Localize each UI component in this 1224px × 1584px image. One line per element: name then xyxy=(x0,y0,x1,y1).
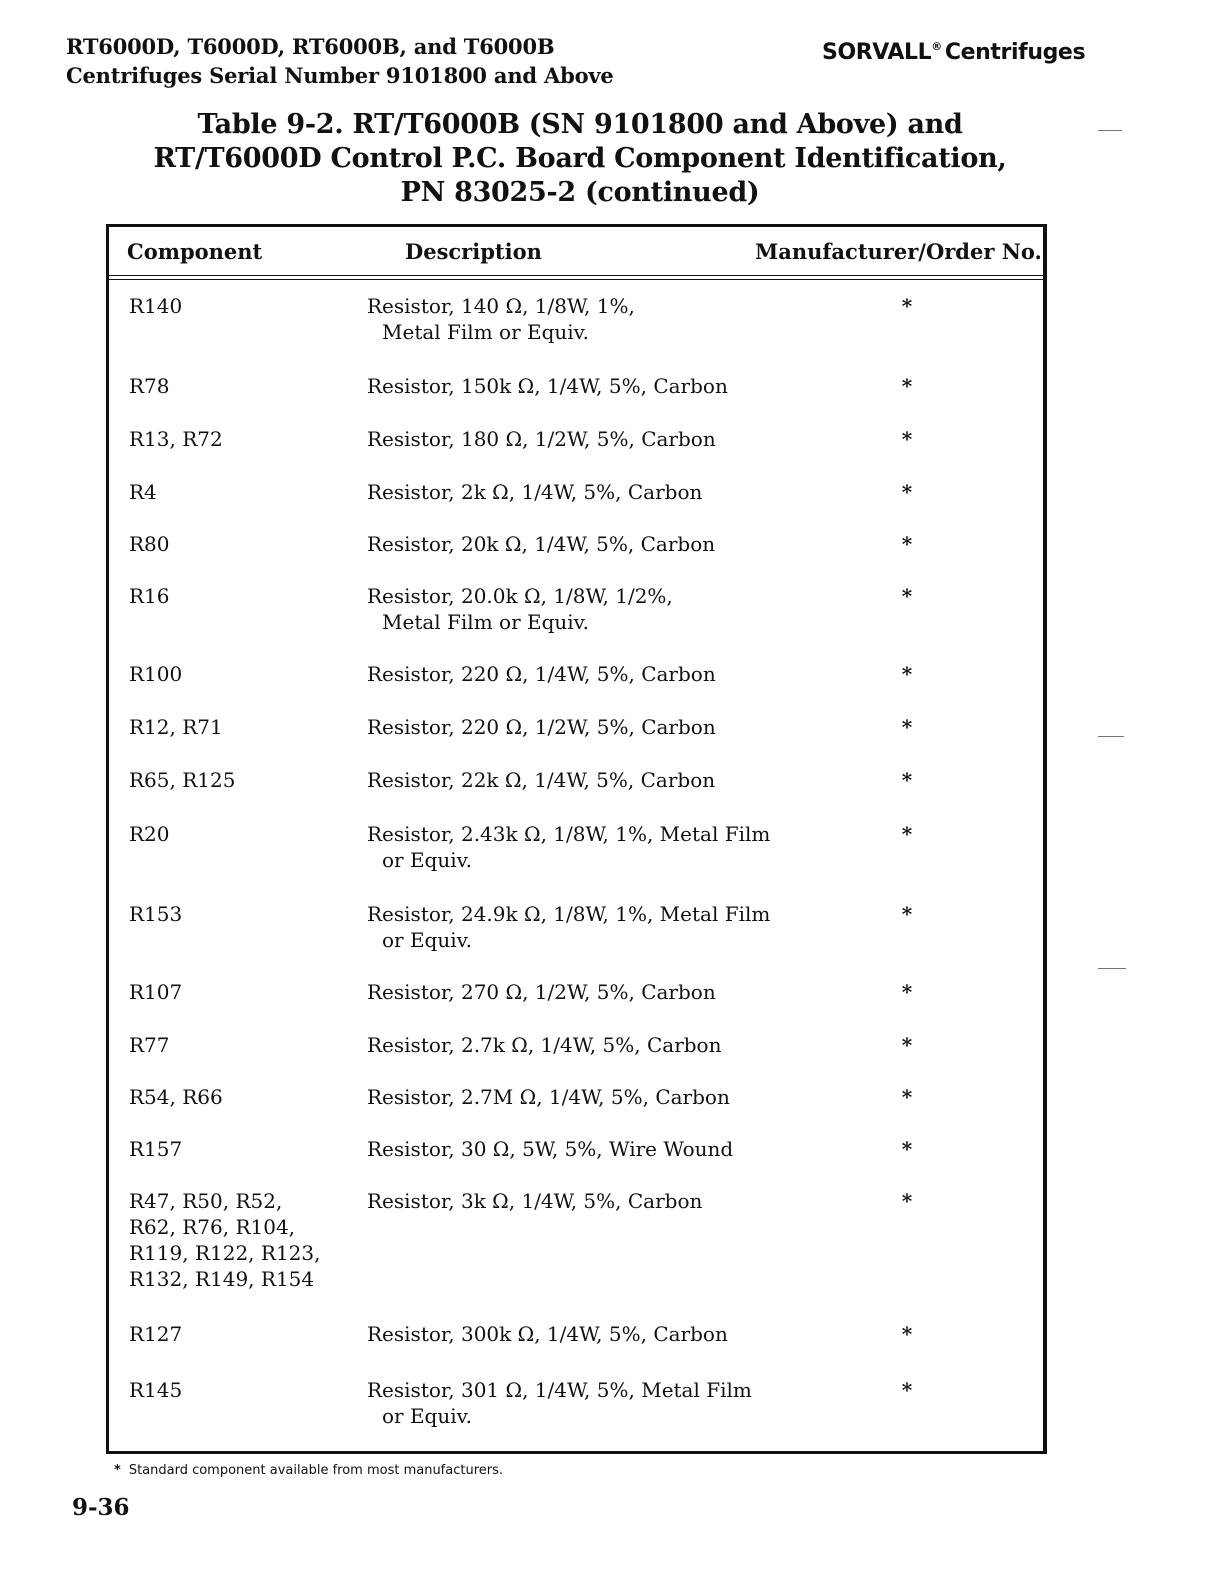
footnote-text: Standard component available from most manufacturers. xyxy=(128,1463,504,1478)
description-line: Resistor, 24.9k Ω, 1/8W, 1%, Metal Film xyxy=(367,902,771,926)
description-cell xyxy=(367,1136,867,1162)
manufacturer-cell: * xyxy=(901,294,913,318)
component-cell xyxy=(129,821,364,847)
description-line: Resistor, 140 Ω, 1/8W, 1%, xyxy=(367,294,635,318)
component-ref: R4 xyxy=(129,480,157,504)
header-serial-line: Centrifuges Serial Number 9101800 and Above xyxy=(66,63,614,88)
component-ref: R145 xyxy=(129,1378,183,1402)
description-cell xyxy=(367,901,867,953)
component-cell xyxy=(129,714,364,740)
component-cell xyxy=(129,901,364,927)
component-ref: R132, R149, R154 xyxy=(129,1267,315,1291)
manufacturer-cell: * xyxy=(901,768,913,792)
component-cell xyxy=(129,1136,364,1162)
description-line: or Equiv. xyxy=(382,1404,472,1428)
component-ref: R77 xyxy=(129,1033,170,1057)
table-title-line-1: Table 9-2. RT/T6000B (SN 9101800 and Above) and xyxy=(197,109,963,140)
component-ref: R119, R122, R123, xyxy=(129,1241,321,1265)
document-header-title xyxy=(66,32,614,90)
description-cell xyxy=(367,767,867,793)
description-line: or Equiv. xyxy=(382,848,472,872)
manufacturer-cell: * xyxy=(901,532,913,556)
component-ref: R78 xyxy=(129,374,170,398)
description-line: or Equiv. xyxy=(382,928,472,952)
registered-mark: ® xyxy=(931,40,942,53)
component-ref: R80 xyxy=(129,532,170,556)
table-header-row xyxy=(109,227,1043,276)
component-cell xyxy=(129,979,364,1005)
description-cell xyxy=(367,1188,867,1214)
header-models-line: RT6000D, T6000D, RT6000B, and T6000B xyxy=(66,34,555,59)
component-cell xyxy=(129,531,364,557)
manufacturer-cell: * xyxy=(901,822,913,846)
description-cell xyxy=(367,1321,867,1347)
description-cell xyxy=(367,1084,867,1110)
brand-suffix: Centrifuges xyxy=(944,40,1086,65)
description-line: Resistor, 300k Ω, 1/4W, 5%, Carbon xyxy=(367,1322,728,1346)
manufacturer-cell: * xyxy=(901,374,913,398)
manufacturer-cell: * xyxy=(901,1189,913,1213)
scan-mark xyxy=(1098,968,1126,969)
manufacturer-cell: * xyxy=(901,1378,913,1402)
component-ref: R16 xyxy=(129,584,170,608)
header-double-rule xyxy=(109,279,1043,280)
component-ref: R54, R66 xyxy=(129,1085,223,1109)
brand-header xyxy=(822,32,1085,67)
description-cell xyxy=(367,1032,867,1058)
manufacturer-cell: * xyxy=(901,980,913,1004)
description-line: Resistor, 220 Ω, 1/2W, 5%, Carbon xyxy=(367,715,716,739)
description-line: Resistor, 180 Ω, 1/2W, 5%, Carbon xyxy=(367,427,716,451)
component-ref: R107 xyxy=(129,980,183,1004)
description-line: Resistor, 2.7k Ω, 1/4W, 5%, Carbon xyxy=(367,1033,722,1057)
component-cell xyxy=(129,767,364,793)
description-line: Resistor, 2.7M Ω, 1/4W, 5%, Carbon xyxy=(367,1085,730,1109)
component-cell xyxy=(129,1032,364,1058)
page-number: 9-36 xyxy=(72,1494,130,1521)
description-cell xyxy=(367,531,867,557)
component-ref: R47, R50, R52, xyxy=(129,1189,283,1213)
component-cell xyxy=(129,426,364,452)
scan-mark xyxy=(1098,130,1122,131)
component-ref: R153 xyxy=(129,902,183,926)
description-line: Resistor, 20k Ω, 1/4W, 5%, Carbon xyxy=(367,532,716,556)
manufacturer-cell: * xyxy=(901,1033,913,1057)
manufacturer-cell: * xyxy=(901,584,913,608)
description-line: Resistor, 22k Ω, 1/4W, 5%, Carbon xyxy=(367,768,716,792)
component-cell xyxy=(129,1377,364,1403)
component-cell xyxy=(129,479,364,505)
table-title xyxy=(100,108,1060,210)
description-cell xyxy=(367,661,867,687)
component-ref: R13, R72 xyxy=(129,427,223,451)
description-cell xyxy=(367,1377,867,1429)
description-cell xyxy=(367,583,867,635)
description-line: Resistor, 220 Ω, 1/4W, 5%, Carbon xyxy=(367,662,716,686)
description-line: Resistor, 2.43k Ω, 1/8W, 1%, Metal Film xyxy=(367,822,771,846)
column-header-component: Component xyxy=(127,239,263,264)
description-cell xyxy=(367,979,867,1005)
component-ref: R65, R125 xyxy=(129,768,236,792)
brand-name: SORVALL xyxy=(822,40,932,65)
table-title-line-3: PN 83025-2 (continued) xyxy=(400,177,760,208)
description-line: Resistor, 301 Ω, 1/4W, 5%, Metal Film xyxy=(367,1378,752,1402)
footnote-marker: * xyxy=(114,1463,121,1478)
component-cell xyxy=(129,1188,364,1292)
description-line: Metal Film or Equiv. xyxy=(382,610,589,634)
description-line: Resistor, 150k Ω, 1/4W, 5%, Carbon xyxy=(367,374,728,398)
manufacturer-cell: * xyxy=(901,427,913,451)
component-ref: R62, R76, R104, xyxy=(129,1215,296,1239)
component-ref: R140 xyxy=(129,294,183,318)
description-line: Resistor, 20.0k Ω, 1/8W, 1/2%, xyxy=(367,584,673,608)
component-cell xyxy=(129,661,364,687)
description-cell xyxy=(367,821,867,873)
component-cell xyxy=(129,1321,364,1347)
component-ref: R100 xyxy=(129,662,183,686)
component-cell xyxy=(129,583,364,609)
description-line: Resistor, 3k Ω, 1/4W, 5%, Carbon xyxy=(367,1189,703,1213)
description-line: Metal Film or Equiv. xyxy=(382,320,589,344)
column-header-description: Description xyxy=(405,239,542,264)
description-cell xyxy=(367,373,867,399)
manufacturer-cell: * xyxy=(901,662,913,686)
scan-mark xyxy=(1098,736,1124,737)
manufacturer-cell: * xyxy=(901,1085,913,1109)
component-ref: R157 xyxy=(129,1137,183,1161)
component-cell xyxy=(129,1084,364,1110)
component-table xyxy=(106,224,1047,1454)
manufacturer-cell: * xyxy=(901,715,913,739)
description-cell xyxy=(367,293,867,345)
manufacturer-cell: * xyxy=(901,1322,913,1346)
table-title-line-2: RT/T6000D Control P.C. Board Component Identification, xyxy=(153,143,1007,174)
manufacturer-cell: * xyxy=(901,902,913,926)
description-line: Resistor, 270 Ω, 1/2W, 5%, Carbon xyxy=(367,980,716,1004)
component-ref: R127 xyxy=(129,1322,183,1346)
component-ref: R12, R71 xyxy=(129,715,223,739)
description-cell xyxy=(367,426,867,452)
footnote xyxy=(114,1463,503,1478)
column-header-manufacturer: Manufacturer/Order No. xyxy=(755,239,1042,264)
manufacturer-cell: * xyxy=(901,1137,913,1161)
component-cell xyxy=(129,293,364,319)
description-cell xyxy=(367,479,867,505)
description-line: Resistor, 2k Ω, 1/4W, 5%, Carbon xyxy=(367,480,703,504)
description-line: Resistor, 30 Ω, 5W, 5%, Wire Wound xyxy=(367,1137,734,1161)
component-ref: R20 xyxy=(129,822,170,846)
description-cell xyxy=(367,714,867,740)
component-cell xyxy=(129,373,364,399)
manufacturer-cell: * xyxy=(901,480,913,504)
